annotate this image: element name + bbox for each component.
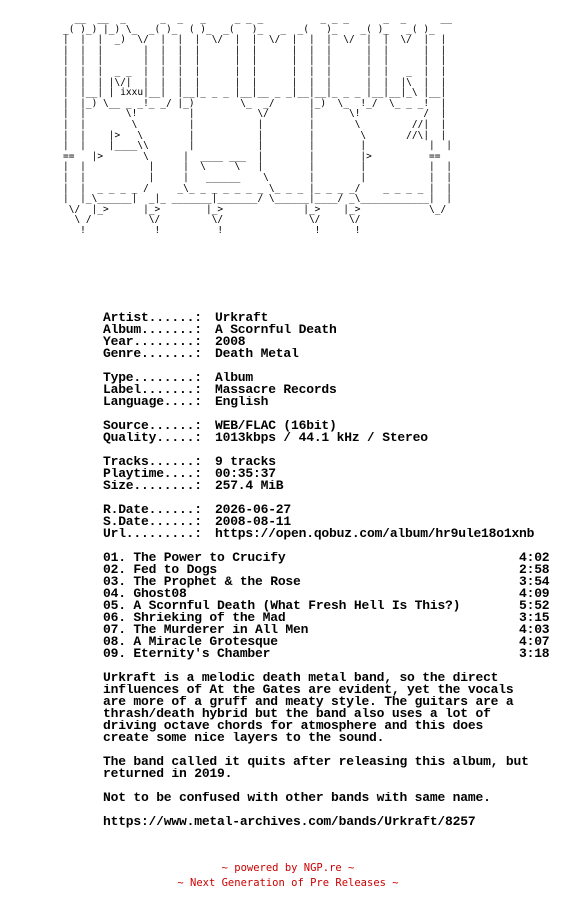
info-genre: Genre.......: Death Metal [103, 348, 299, 360]
info-source: Source......: WEB/FLAC (16bit) [103, 420, 337, 432]
track-title: 03. The Prophet & the Rose [103, 576, 301, 588]
track-duration: 3:54 [519, 576, 550, 588]
info-language: Language....: English [103, 396, 269, 408]
track-row [103, 648, 573, 660]
disambiguation-note: Not to be confused with other bands with same name. [103, 792, 491, 804]
url-value: https://open.qobuz.com/album/hr9ule18o1xnb [215, 528, 535, 540]
footer-powered-by: ~ powered by NGP.re ~ [221, 862, 355, 874]
info-year: Year........: 2008 [103, 336, 246, 348]
language-value: English [215, 396, 269, 408]
info-quality: Quality.....: 1013kbps / 44.1 kHz / Stereo [103, 432, 428, 444]
track-duration: 3:15 [519, 612, 550, 624]
track-duration: 4:03 [519, 624, 550, 636]
track-row [103, 636, 573, 648]
track-row [103, 564, 573, 576]
track-duration: 4:07 [519, 636, 550, 648]
track-title: 08. A Miracle Grotesque [103, 636, 278, 648]
tracklist [103, 552, 573, 660]
info-tracks: Tracks......: 9 tracks [103, 456, 276, 468]
artist-value: Urkraft [215, 312, 269, 324]
track-row [103, 552, 573, 564]
track-duration: 4:09 [519, 588, 550, 600]
genre-value: Death Metal [215, 348, 299, 360]
track-title: 09. Eternity's Chamber [103, 648, 271, 660]
track-row [103, 624, 573, 636]
track-title: 02. Fed to Dogs [103, 564, 218, 576]
track-title: 04. Ghost08 [103, 588, 187, 600]
size-value: 257.4 MiB [215, 480, 284, 492]
track-row [103, 588, 573, 600]
nfo-text [103, 312, 573, 828]
year-value: 2008 [215, 336, 246, 348]
metal-archives-link: https://www.metal-archives.com/bands/Urkraft/8257 [103, 816, 476, 828]
track-row [103, 600, 573, 612]
track-duration: 3:18 [519, 648, 550, 660]
label-value: Massacre Records [215, 384, 337, 396]
track-title: 07. The Murderer in All Men [103, 624, 309, 636]
info-label: Label.......: Massacre Records [103, 384, 337, 396]
info-rdate: R.Date......: 2026-06-27 [103, 504, 292, 516]
info-type: Type........: Album [103, 372, 254, 384]
tracks-value: 9 tracks [215, 456, 276, 468]
footer-tagline: ~ Next Generation of Pre Releases ~ [177, 877, 399, 889]
rdate-value: 2026-06-27 [215, 504, 292, 516]
track-duration: 5:52 [519, 600, 550, 612]
track-duration: 4:02 [519, 552, 550, 564]
sdate-value: 2008-08-11 [215, 516, 292, 528]
ascii-art-logo: __ __ _ _ _ _ _ _ _ _ _ _ _ _ __ _( )_) |_) \_ _( )_ ( )_ _( )_ _ _( )_ _( )_ _( )_ | | | _) \/ | | | \/ | | \/ | | | \/ | | \/ | | | | | | | | | | | | | | | | | | | | | | | | | | | | | | | | | | | | | _ _ | | | | | | | | | | | _ | | | | | |\/| | | | | | | | | | | | |\ | | | |__| | ixxu|__| |__|_ _ _ |__|__ _ _|__|__|_ _ _ |__|__|_\ |__| | |_) \__ _ _!_ _/ |_) \_ _/ |_) \_ !_/ \_ _ _! | | | \! | \/ | \! / | | | \ | | | \ //| | | | |> \ | | | \ //\| | | | |____\\ | | | | | | == |> \ | ____ ___ | | |> == | | | | \ \ | | | | | | | | | ______ \ | | | | | | _ _ _ _ / _\_ _ _ _ _ _ _ \_ _ _ |_ _ _ _/ _ _ _ _ | | | |_\______| _|_ _______|_______/ \______|____/ _\____________| | \/ |_> |_> |_> |_> |_> \_/ \ / \/ \/ \/ \/ ! ! ! ! ! [63, 13, 452, 236]
info-playtime: Playtime....: 00:35:37 [103, 468, 276, 480]
info-sdate: S.Date......: 2008-08-11 [103, 516, 292, 528]
track-duration: 2:58 [519, 564, 550, 576]
description-paragraph: Urkraft is a melodic death metal band, so the direct influences of At the Gates are evident, yet the vocals are more of a gruff and meaty style. The guitars are a thrash/death hybrid but the band also uses a lot of driving octave chords for atmosphere and this does create some nice layers to the sound. [103, 672, 514, 744]
reunion-paragraph: The band called it quits after releasing this album, but returned in 2019. [103, 756, 529, 780]
playtime-value: 00:35:37 [215, 468, 276, 480]
track-row [103, 612, 573, 624]
info-url: Url.........: https://open.qobuz.com/album/hr9ule18o1xnb [103, 528, 535, 540]
track-title: 06. Shrieking of the Mad [103, 612, 286, 624]
info-size: Size........: 257.4 MiB [103, 480, 284, 492]
track-title: 01. The Power to Crucify [103, 552, 286, 564]
album-value: A Scornful Death [215, 324, 337, 336]
info-artist: Artist......: Urkraft [103, 312, 269, 324]
track-title: 05. A Scornful Death (What Fresh Hell Is This?) [103, 600, 461, 612]
info-album: Album.......: A Scornful Death [103, 324, 337, 336]
track-row [103, 576, 573, 588]
type-value: Album [215, 372, 254, 384]
quality-value: 1013kbps / 44.1 kHz / Stereo [215, 432, 428, 444]
source-value: WEB/FLAC (16bit) [215, 420, 337, 432]
